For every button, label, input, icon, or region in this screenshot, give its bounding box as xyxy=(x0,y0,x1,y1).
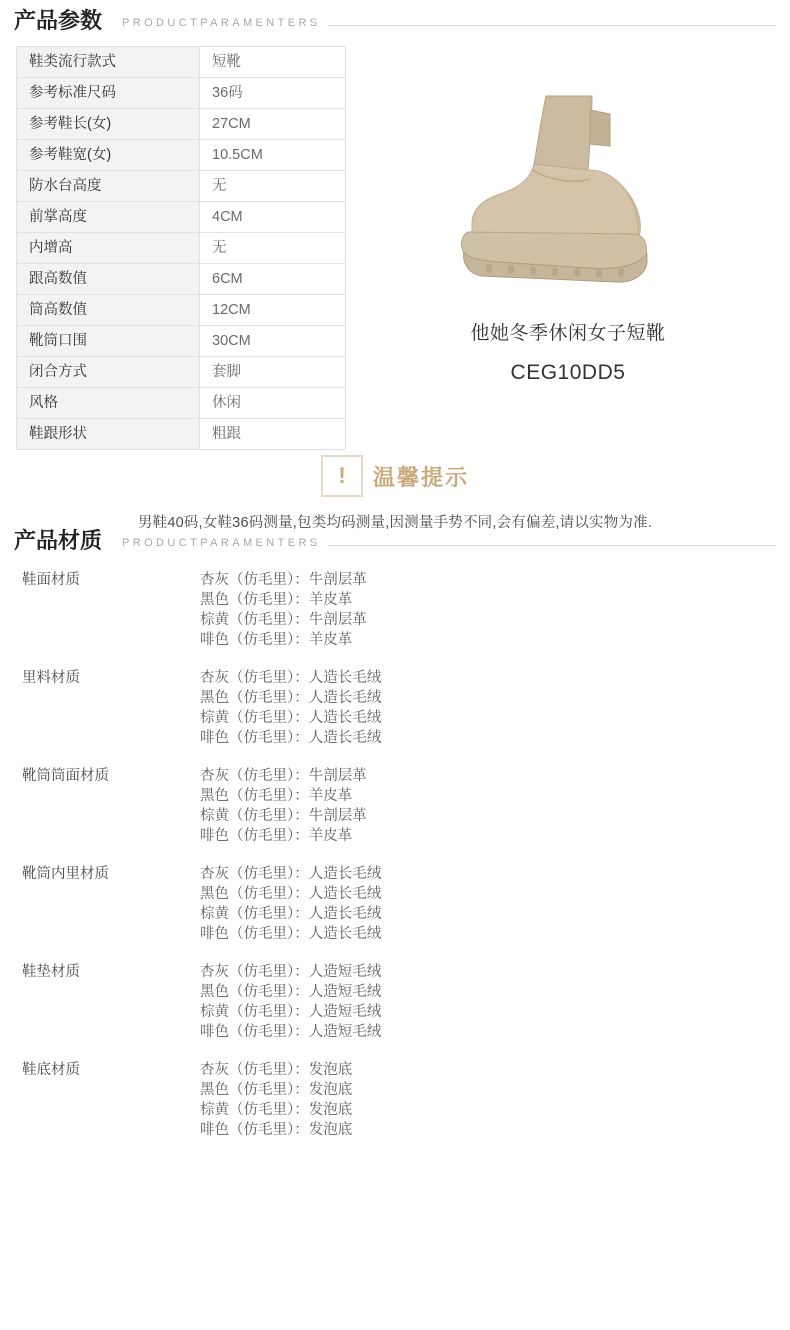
material-values xyxy=(200,962,381,1042)
spec-value: 30CM xyxy=(200,326,346,357)
table-row xyxy=(17,140,346,171)
spec-key: 闭合方式 xyxy=(17,357,200,388)
spec-value: 休闲 xyxy=(200,388,346,419)
material-value: 黑色（仿毛里）：人造长毛绒 xyxy=(200,690,382,706)
material-value: 杏灰（仿毛里）：人造短毛绒 xyxy=(200,964,382,980)
spec-key: 参考鞋宽(女) xyxy=(17,140,200,171)
spec-value: 12CM xyxy=(200,295,346,326)
list-item xyxy=(22,766,790,846)
material-value: 棕黄（仿毛里）：牛剖层革 xyxy=(200,808,367,824)
material-value: 棕黄（仿毛里）：发泡底 xyxy=(200,1102,353,1118)
spec-value: 粗跟 xyxy=(200,419,346,450)
material-value: 啡色（仿毛里）：人造长毛绒 xyxy=(200,730,382,746)
table-row xyxy=(17,171,346,202)
material-value: 啡色（仿毛里）：羊皮革 xyxy=(200,632,353,648)
material-heading-cn: 产品材质 xyxy=(14,528,103,553)
header-divider xyxy=(329,545,776,546)
table-row xyxy=(17,233,346,264)
spec-key: 参考标准尺码 xyxy=(17,78,200,109)
material-value: 杏灰（仿毛里）：牛剖层革 xyxy=(200,768,367,784)
material-value: 杏灰（仿毛里）：人造长毛绒 xyxy=(200,670,382,686)
table-row xyxy=(17,202,346,233)
product-material-section xyxy=(0,530,790,1158)
table-row xyxy=(17,326,346,357)
table-row xyxy=(17,78,346,109)
spec-key: 参考鞋长(女) xyxy=(17,109,200,140)
material-value: 黑色（仿毛里）：发泡底 xyxy=(200,1082,353,1098)
list-item xyxy=(22,864,790,944)
spec-value: 套脚 xyxy=(200,357,346,388)
material-value: 棕黄（仿毛里）：人造长毛绒 xyxy=(200,710,382,726)
exclamation-icon: ! xyxy=(321,455,363,497)
spec-value: 6CM xyxy=(200,264,346,295)
material-label: 靴筒筒面材质 xyxy=(22,768,109,784)
list-item xyxy=(22,1060,790,1140)
material-value: 棕黄（仿毛里）：人造短毛绒 xyxy=(200,1004,382,1020)
tips-title: 温馨提示 xyxy=(372,464,469,490)
material-value: 啡色（仿毛里）：发泡底 xyxy=(200,1122,353,1138)
material-label: 鞋垫材质 xyxy=(22,964,80,980)
material-value: 黑色（仿毛里）：羊皮革 xyxy=(200,788,353,804)
list-item xyxy=(22,570,790,650)
material-values xyxy=(200,864,381,944)
material-value: 棕黄（仿毛里）：人造长毛绒 xyxy=(200,906,382,922)
spec-key: 内增高 xyxy=(17,233,200,264)
spec-value: 27CM xyxy=(200,109,346,140)
table-row xyxy=(17,47,346,78)
list-item xyxy=(22,668,790,748)
product-preview-panel xyxy=(346,46,790,450)
warm-tips-section xyxy=(0,455,790,532)
table-row xyxy=(17,419,346,450)
spec-key: 鞋类流行款式 xyxy=(17,47,200,78)
spec-key: 鞋跟形状 xyxy=(17,419,200,450)
product-parameters-section xyxy=(0,10,790,450)
material-value: 啡色（仿毛里）：羊皮革 xyxy=(200,828,353,844)
spec-value: 4CM xyxy=(200,202,346,233)
spec-key: 筒高数值 xyxy=(17,295,200,326)
material-list xyxy=(0,570,790,1140)
spec-value: 无 xyxy=(200,233,346,264)
tips-header xyxy=(0,455,790,497)
list-item xyxy=(22,962,790,1042)
material-value: 黑色（仿毛里）：人造短毛绒 xyxy=(200,984,382,1000)
table-row xyxy=(17,388,346,419)
spec-key: 前掌高度 xyxy=(17,202,200,233)
spec-table xyxy=(16,46,346,450)
table-row xyxy=(17,109,346,140)
beige-ankle-boot-photo xyxy=(438,84,698,304)
header-divider xyxy=(329,25,776,26)
spec-value: 短靴 xyxy=(200,47,346,78)
material-value: 啡色（仿毛里）：人造长毛绒 xyxy=(200,926,382,942)
spec-value: 无 xyxy=(200,171,346,202)
material-value: 黑色（仿毛里）：人造长毛绒 xyxy=(200,886,382,902)
material-label: 鞋底材质 xyxy=(22,1062,80,1078)
material-heading-en: PRODUCTPARAMENTERS xyxy=(122,537,321,549)
spec-key: 靴筒口围 xyxy=(17,326,200,357)
spec-key: 风格 xyxy=(17,388,200,419)
params-heading-cn: 产品参数 xyxy=(14,8,103,33)
material-section-header xyxy=(0,530,790,552)
params-heading-en: PRODUCTPARAMENTERS xyxy=(122,17,321,29)
product-code: CEG10DD5 xyxy=(510,361,626,384)
table-row xyxy=(17,357,346,388)
material-value: 杏灰（仿毛里）：人造长毛绒 xyxy=(200,866,382,882)
table-row xyxy=(17,295,346,326)
spec-value: 36码 xyxy=(200,78,346,109)
material-values xyxy=(200,668,381,748)
spec-value: 10.5CM xyxy=(200,140,346,171)
material-value: 杏灰（仿毛里）：牛剖层革 xyxy=(200,572,367,588)
material-label: 鞋面材质 xyxy=(22,572,80,588)
product-title: 他她冬季休闲女子短靴 xyxy=(470,323,666,344)
material-value: 啡色（仿毛里）：人造短毛绒 xyxy=(200,1024,382,1040)
material-value: 杏灰（仿毛里）：发泡底 xyxy=(200,1062,353,1078)
params-section-header xyxy=(0,10,790,32)
spec-key: 跟高数值 xyxy=(17,264,200,295)
material-value: 黑色（仿毛里）：羊皮革 xyxy=(200,592,353,608)
params-body xyxy=(0,46,790,450)
tips-text: 男鞋40码,女鞋36码测量,包类均码测量,因测量手势不同,会有偏差,请以实物为准. xyxy=(137,515,653,531)
spec-key: 防水台高度 xyxy=(17,171,200,202)
material-label: 靴筒内里材质 xyxy=(22,866,109,882)
material-value: 棕黄（仿毛里）：牛剖层革 xyxy=(200,612,367,628)
material-values xyxy=(200,570,367,650)
material-label: 里料材质 xyxy=(22,670,80,686)
material-values xyxy=(200,1060,352,1140)
table-row xyxy=(17,264,346,295)
material-values xyxy=(200,766,367,846)
